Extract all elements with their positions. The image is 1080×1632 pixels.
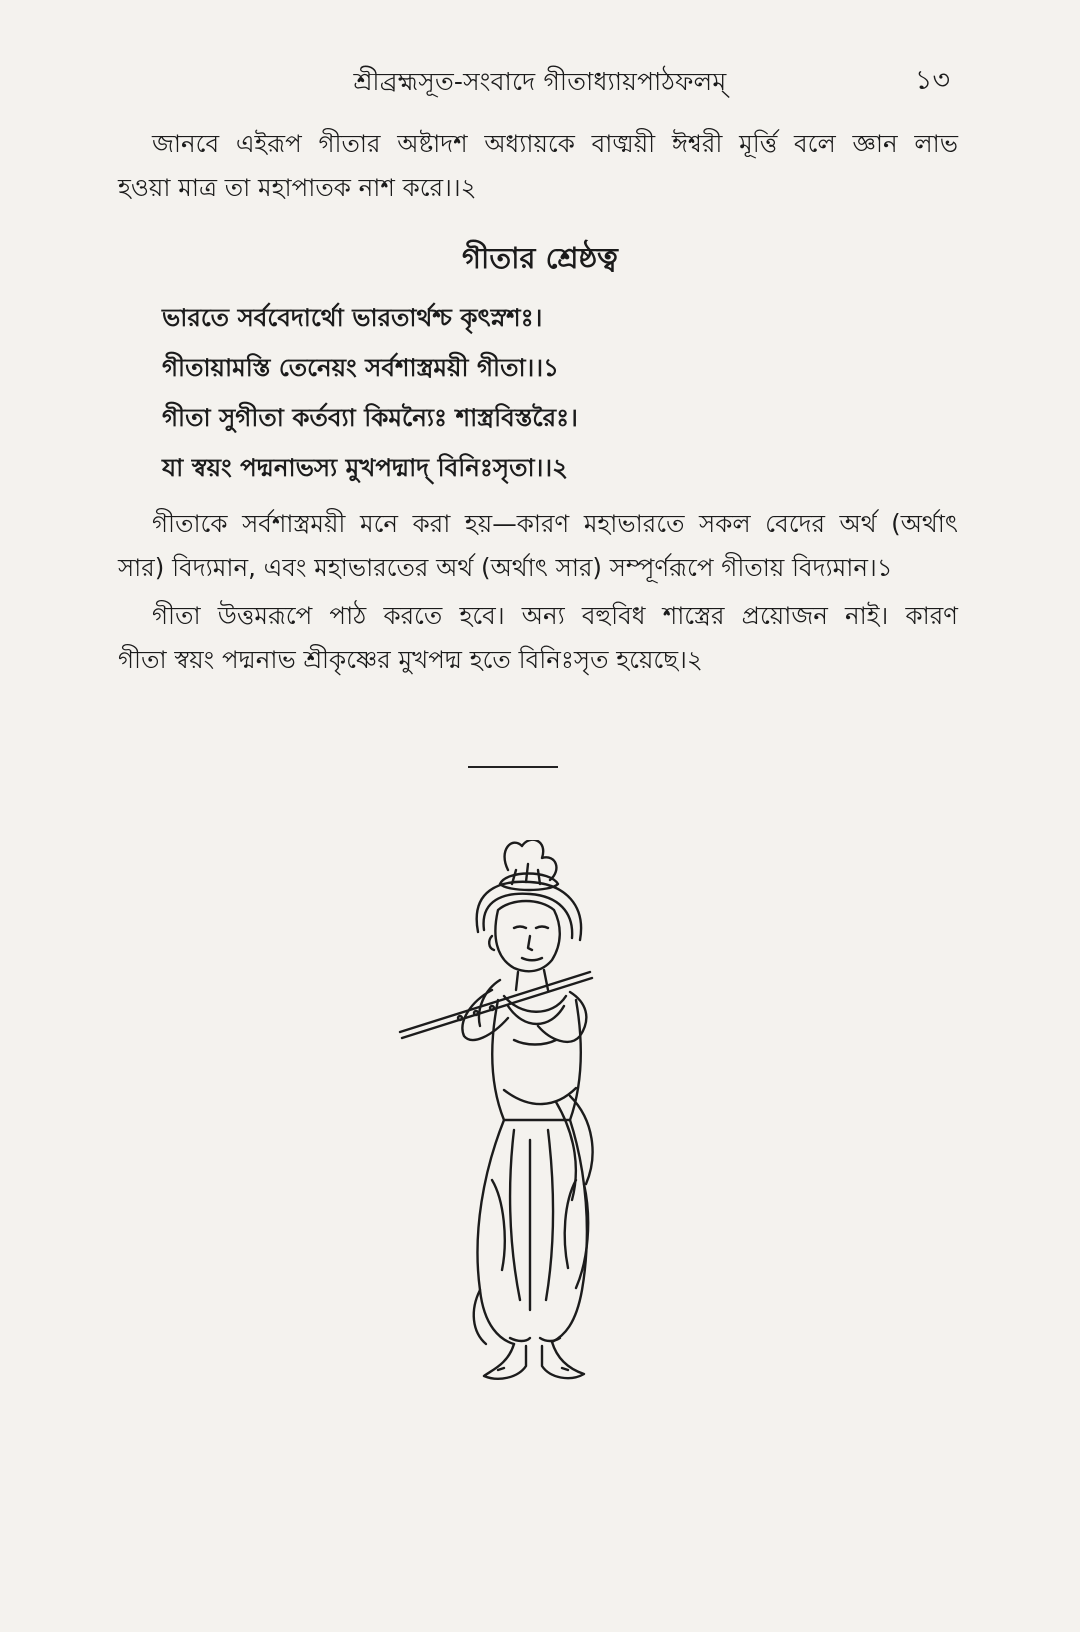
explanation-paragraph-2 [118,594,958,682]
explanation-1-line-2: সার) বিদ্যমান, এবং মহাভারতের অর্থ (অর্থাৎ সার) সম্পূর্ণরূপে গীতায় বিদ্যমান।১ [118,553,893,582]
krishna-with-flute-icon [380,840,700,1480]
verse-line-1: ভারতে সর্ববেদার্থো ভারতার্থশ্চ কৃৎস্নশঃ। [162,303,543,332]
verse-line-2: গীতায়ামস্তি তেনেয়ং সর্বশাস্ত্রময়ী গীতা।।১ [162,353,559,382]
verse-line-4: যা স্বয়ং পদ্মনাভস্য মুখপদ্মাদ্ বিনিঃসৃতা।।২ [162,453,569,482]
verse-line-3: গীতা সুগীতা কর্তব্যা কিমন্যৈঃ শাস্ত্রবিস্তরৈঃ। [162,403,578,432]
intro-line-2: হওয়া মাত্র তা মহাপাতক নাশ করে।।২ [118,173,477,202]
running-header-title: শ্রীব্রহ্মসূত-সংবাদে গীতাধ্যায়পাঠফলম্ [353,67,727,96]
page-number: ১৩ [914,65,950,96]
explanation-2-line-2: গীতা স্বয়ং পদ্মনাভ শ্রীকৃষ্ণের মুখপদ্ম হতে বিনিঃসৃত হয়েছে।২ [118,645,703,674]
intro-line-1: জানবে এইরূপ গীতার অষ্টাদশ অধ্যায়কে বাঙ্ময়ী ঈশ্বরী মূর্ত্তি বলে জ্ঞান লাভ [152,129,958,158]
explanation-2-line-1: গীতা উত্তমরূপে পাঠ করতে হবে। অন্য বহুবিধ শাস্ত্রের প্রয়োজন নাই। কারণ [152,601,958,630]
explanation-paragraph-1 [118,502,958,590]
intro-paragraph [118,122,958,210]
explanation-1-line-1: গীতাকে সর্বশাস্ত্রময়ী মনে করা হয়—কারণ মহাভারতে সকল বেদের অর্থ (অর্থাৎ [152,509,958,538]
section-heading: গীতার শ্রেষ্ঠত্ব [462,241,618,275]
section-divider [468,766,558,768]
